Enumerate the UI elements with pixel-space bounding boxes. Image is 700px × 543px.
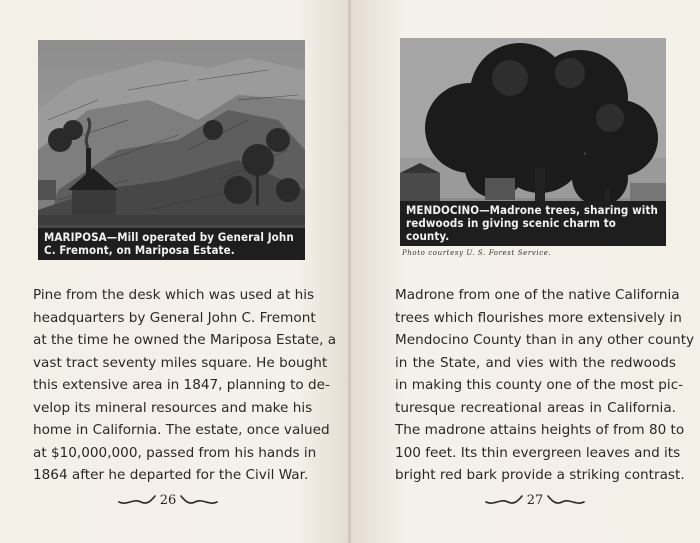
page-number-left — [112, 490, 224, 510]
text-line: in making this county one of the most pic- — [395, 377, 684, 393]
text-line: bright red bark provide a striking contrast. — [395, 467, 685, 483]
text-line: at the time he owned the Mariposa Estate, a — [33, 332, 337, 348]
text-line: velop its mineral resources and make his — [33, 399, 313, 416]
left-page — [0, 0, 349, 543]
mariposa-caption-line1: MARIPOSA—Mill operated by General John — [44, 230, 294, 244]
right-body-text — [395, 284, 695, 487]
text-line: home in California. The estate, once valued — [33, 422, 330, 438]
text-line: headquarters by General John C. Fremont — [33, 309, 316, 326]
mariposa-caption — [38, 228, 305, 260]
page-number-text: 27 — [526, 492, 544, 508]
left-flourish-icon — [117, 493, 157, 507]
mariposa-mill-illustration — [38, 40, 305, 260]
text-line: 1864 after he departed for the Civil War. — [33, 467, 309, 483]
mendocino-caption-line1: MENDOCINO—Madrone trees, sharing with — [406, 203, 658, 217]
text-line: turesque recreational areas in California. — [395, 399, 676, 416]
page-number-text: 26 — [159, 492, 177, 508]
madrone-tree-photo — [400, 38, 666, 246]
photo-credit: Photo courtesy U. S. Forest Service. — [402, 249, 552, 257]
text-line: Pine from the desk which was used at his — [33, 287, 315, 303]
text-line: Mendocino County than in any other county — [395, 332, 695, 348]
mendocino-caption-line2: redwoods in giving scenic charm to county. — [406, 216, 616, 243]
left-body-text — [33, 284, 337, 487]
text-line: trees which flourishes more extensively in — [395, 309, 682, 326]
text-line: 100 feet. Its thin evergreen leaves and its — [395, 444, 681, 461]
text-line: Madrone from one of the native California — [395, 287, 680, 303]
text-line: vast tract seventy miles square. He bought — [33, 354, 328, 371]
right-flourish-icon — [546, 493, 586, 507]
text-line: in the State, and vies with the redwoods — [395, 354, 676, 371]
mendocino-caption — [400, 201, 666, 246]
left-flourish-icon — [484, 493, 524, 507]
right-flourish-icon — [179, 493, 219, 507]
text-line: The madrone attains heights of from 80 to — [395, 422, 685, 438]
text-line: this extensive area in 1847, planning to de- — [33, 377, 330, 393]
mariposa-caption-line2: C. Fremont, on Mariposa Estate. — [44, 243, 235, 257]
page-number-right — [479, 490, 591, 510]
right-page — [351, 0, 700, 543]
text-line: at $10,000,000, passed from his hands in — [33, 444, 317, 461]
